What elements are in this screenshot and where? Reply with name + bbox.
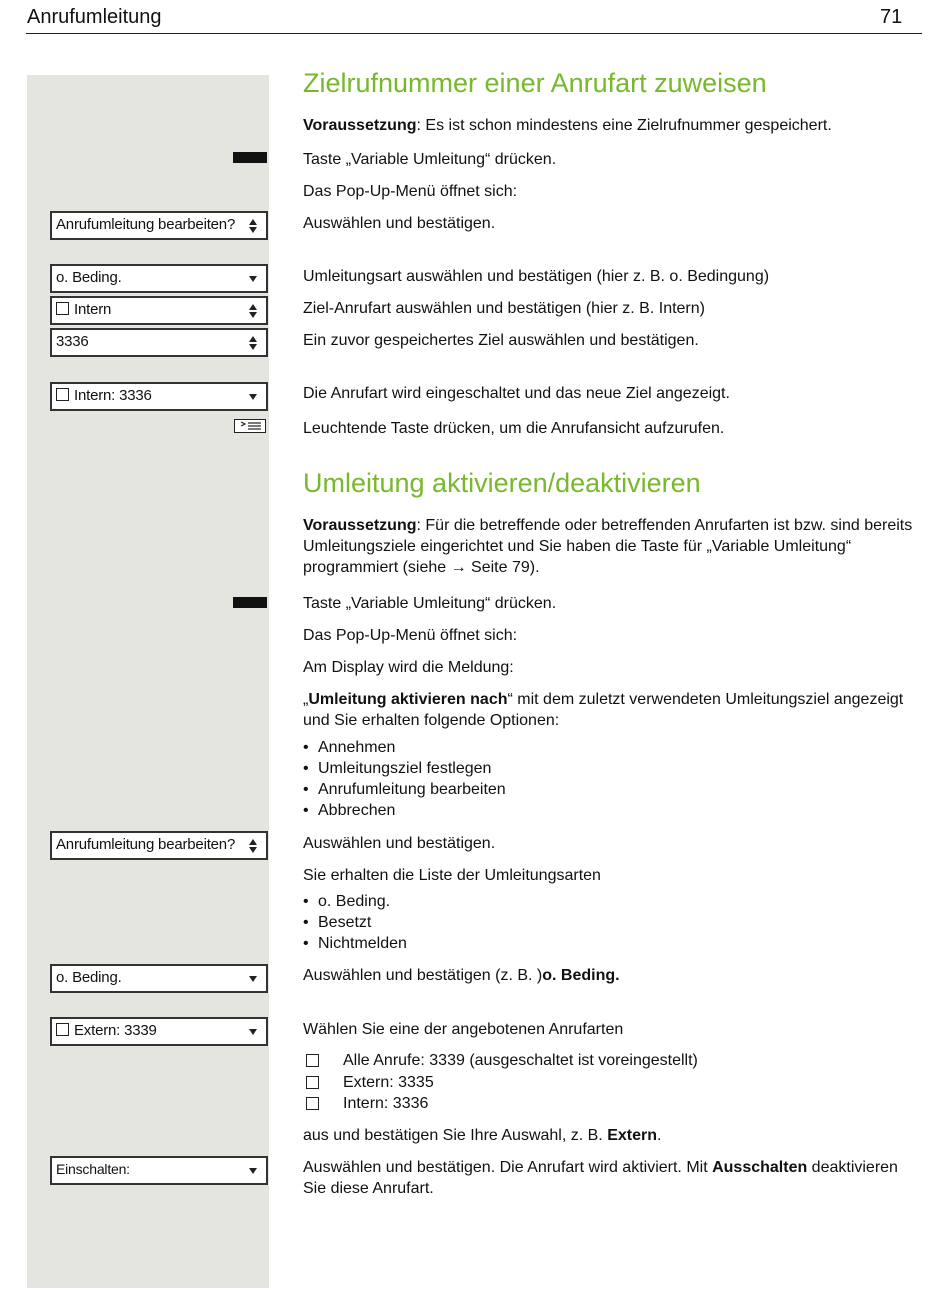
display-target-number[interactable] <box>50 328 268 357</box>
display-unconditional[interactable] <box>50 264 268 293</box>
display-edit-forwarding-2[interactable] <box>50 831 268 860</box>
step-saved-target: Ein zuvor gespeichertes Ziel auswählen und bestätigen. <box>303 332 699 349</box>
display-label: o. Beding. <box>56 969 122 986</box>
display-label: Anrufumleitung bearbeiten? <box>56 836 236 853</box>
checkbox-icon <box>306 1076 319 1089</box>
display-label: Extern: 3339 <box>56 1022 157 1039</box>
step-select-example: Auswählen und bestätigen (z. B. )o. Beding. <box>303 967 620 984</box>
prereq-text: : Für die betreffende oder betreffenden Anrufarten ist bzw. sind bereits Umleitungsziele eingerichtet und Sie haben die Taste für „Variable Umleitung“ programmiert (siehe → Seite 79). <box>303 517 913 576</box>
display-label: Anrufumleitung bearbeiten? <box>56 216 236 233</box>
menu-list-icon[interactable] <box>234 419 266 433</box>
display-internal-target[interactable] <box>50 382 268 411</box>
up-down-arrow-icon <box>249 839 257 853</box>
display-unconditional-2[interactable] <box>50 964 268 993</box>
list-intro: Sie erhalten die Liste der Umleitungsarten <box>303 867 601 884</box>
checkbox-icon <box>56 1023 69 1036</box>
header-divider <box>26 33 922 34</box>
display-label: Einschalten: <box>56 1161 130 1177</box>
down-arrow-icon <box>249 1168 257 1174</box>
key-bar-icon[interactable] <box>233 152 267 163</box>
prerequisite-1 <box>303 115 832 136</box>
display-label: 3336 <box>56 333 89 350</box>
display-external[interactable] <box>50 1017 268 1046</box>
final-step: Auswählen und bestätigen. Die Anrufart wird aktiviert. Mit Ausschalten deaktivieren Sie diese Anrufart. <box>303 1159 898 1197</box>
section-heading-activate: Umleitung aktivieren/deaktivieren <box>303 468 701 498</box>
checkbox-icon <box>56 388 69 401</box>
up-down-arrow-icon <box>249 219 257 233</box>
checkbox-icon <box>56 302 69 315</box>
page-header-title: Anrufumleitung <box>27 6 162 28</box>
key-bar-icon[interactable] <box>233 597 267 608</box>
display-message-text: „Umleitung aktivieren nach“ mit dem zuletzt verwendeten Umleitungsziel angezeigt und Sie erhalten folgende Optionen: <box>303 691 904 729</box>
display-edit-forwarding[interactable] <box>50 211 268 240</box>
checkbox-icon <box>306 1054 319 1067</box>
display-label: o. Beding. <box>56 269 122 286</box>
step-select-confirm-2: Auswählen und bestätigen. <box>303 835 496 852</box>
prereq-label: Voraussetzung <box>303 517 417 534</box>
step-press-key: Taste „Variable Umleitung“ drücken. <box>303 151 557 168</box>
display-label: Intern: 3336 <box>56 387 152 404</box>
up-down-arrow-icon <box>249 336 257 350</box>
page-number: 71 <box>880 6 903 28</box>
display-switch-on[interactable] <box>50 1156 268 1185</box>
confirm-choice: aus und bestätigen Sie Ihre Auswahl, z. B. Extern. <box>303 1127 662 1144</box>
down-arrow-icon <box>249 976 257 982</box>
step-forward-type: Umleitungsart auswählen und bestätigen (hier z. B. o. Bedingung) <box>303 268 770 285</box>
prereq-label: Voraussetzung <box>303 117 417 134</box>
sidebar-panel <box>27 75 269 1288</box>
up-down-arrow-icon <box>249 304 257 318</box>
step-popup: Das Pop-Up-Menü öffnet sich: <box>303 183 518 200</box>
step-lit-key: Leuchtende Taste drücken, um die Anrufansicht aufzurufen. <box>303 420 725 437</box>
display-label: Intern <box>56 301 111 318</box>
down-arrow-icon <box>249 276 257 282</box>
step-display-message: Am Display wird die Meldung: <box>303 659 514 676</box>
prereq-text: : Es ist schon mindestens eine Zielrufnummer gespeichert. <box>416 117 832 134</box>
step-select-confirm: Auswählen und bestätigen. <box>303 215 496 232</box>
choose-call-type: Wählen Sie eine der angebotenen Anrufarten <box>303 1021 624 1038</box>
display-internal[interactable] <box>50 296 268 325</box>
section-heading-assign: Zielrufnummer einer Anrufart zuweisen <box>303 68 767 98</box>
step-press-key-2: Taste „Variable Umleitung“ drücken. <box>303 595 557 612</box>
step-call-type: Ziel-Anrufart auswählen und bestätigen (hier z. B. Intern) <box>303 300 705 317</box>
down-arrow-icon <box>249 394 257 400</box>
step-popup-2: Das Pop-Up-Menü öffnet sich: <box>303 627 518 644</box>
checkbox-icon <box>306 1097 319 1110</box>
down-arrow-icon <box>249 1029 257 1035</box>
step-enabled: Die Anrufart wird eingeschaltet und das neue Ziel angezeigt. <box>303 385 730 402</box>
prerequisite-2 <box>303 515 918 578</box>
